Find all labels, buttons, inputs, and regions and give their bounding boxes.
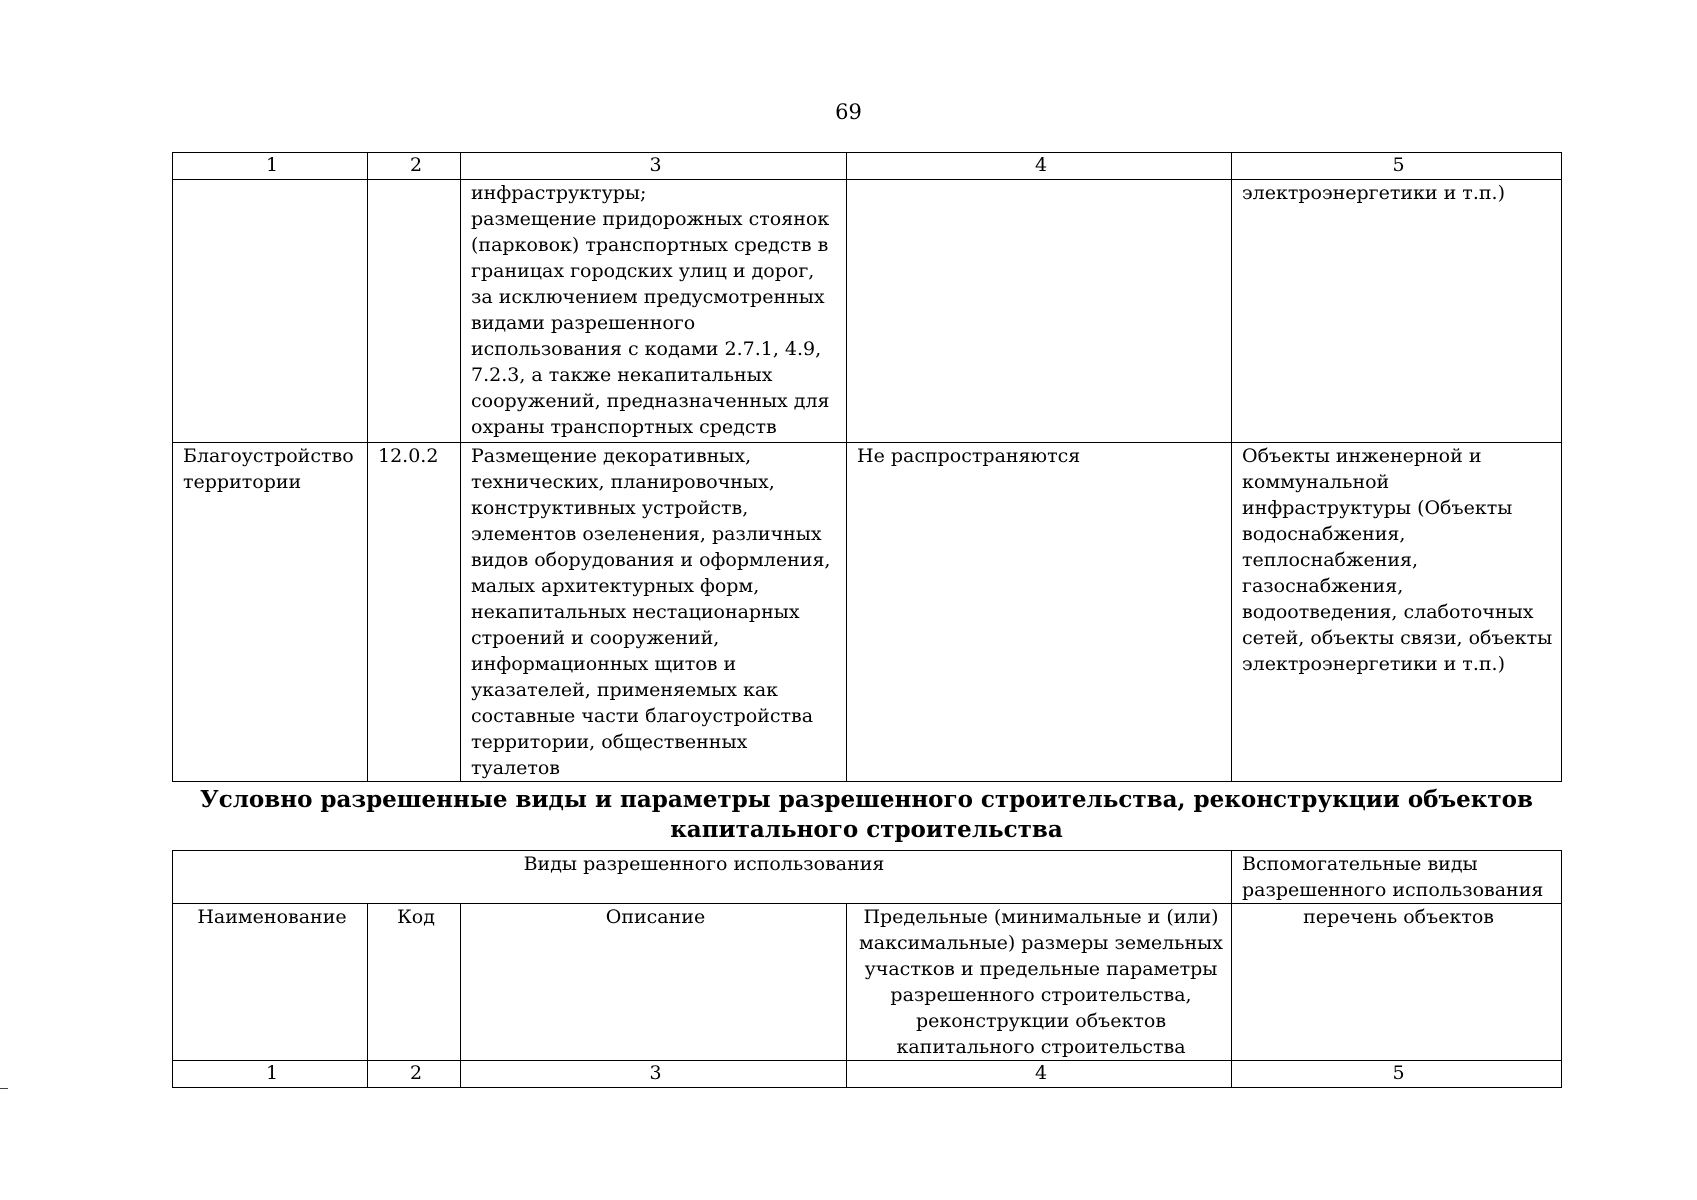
group-header-row xyxy=(173,851,1562,904)
use-name-cell: Благоустройство территории xyxy=(173,443,368,782)
code-column-header: Код xyxy=(368,904,461,1061)
column-number-3: 3 xyxy=(461,1061,847,1088)
permitted-use-table-continued xyxy=(172,152,1562,782)
description-column-header: Описание xyxy=(461,904,847,1061)
name-column-header: Наименование xyxy=(173,904,368,1061)
column-number-row xyxy=(173,1061,1562,1088)
conditionally-permitted-use-table xyxy=(172,850,1562,1088)
column-number-1: 1 xyxy=(173,153,368,180)
column-number-5: 5 xyxy=(1232,153,1562,180)
column-number-5: 5 xyxy=(1232,1061,1562,1088)
use-name-cell xyxy=(173,180,368,443)
use-description-cell: Размещение декоративных, технических, планировочных, конструктивных устройств, элементов озеленения, различных видов оборудования и оформления, малых архитектурных форм, некапитальных нестационарных строений и сооружений, информационных щитов и указателей, применяемых как составные части благоустройства территории, общественных туалетов xyxy=(461,443,847,782)
use-code-cell: 12.0.2 xyxy=(368,443,461,782)
column-number-1: 1 xyxy=(173,1061,368,1088)
table-row xyxy=(173,180,1562,443)
auxiliary-objects-cell: Объекты инженерной и коммунальной инфраструктуры (Объекты водоснабжения, теплоснабжения, газоснабжения, водоотведения, слаботочных сетей, объекты связи, объекты электроэнергетики и т.п.) xyxy=(1232,443,1562,782)
column-header-row xyxy=(173,904,1562,1061)
parameters-column-header: Предельные (минимальные и (или) максимальные) размеры земельных участков и предельные параметры разрешенного строительства, реконструкции объектов капитального строительства xyxy=(847,904,1232,1061)
use-description-cell: инфраструктуры; размещение придорожных стоянок (парковок) транспортных средств в границах городских улиц и дорог, за исключением предусмотренных видами разрешенного использования с кодами 2.7.1, 4.9, 7.2.3, а также некапитальных сооружений, предназначенных для охраны транспортных средств xyxy=(461,180,847,443)
use-parameters-cell: Не распространяются xyxy=(847,443,1232,782)
auxiliary-use-header: Вспомогательные виды разрешенного использования xyxy=(1232,851,1562,904)
table-row xyxy=(173,443,1562,782)
permitted-use-group-header: Виды разрешенного использования xyxy=(173,851,1232,904)
column-number-4: 4 xyxy=(847,153,1232,180)
column-number-2: 2 xyxy=(368,153,461,180)
use-parameters-cell xyxy=(847,180,1232,443)
section-title: Условно разрешенные виды и параметры разрешенного строительства, реконструкции объектов капитального строительства xyxy=(200,786,1533,843)
objects-list-column-header: перечень объектов xyxy=(1232,904,1562,1061)
page-number: 69 xyxy=(835,100,862,124)
column-number-3: 3 xyxy=(461,153,847,180)
column-number-row xyxy=(173,153,1562,180)
auxiliary-objects-cell: электроэнергетики и т.п.) xyxy=(1232,180,1562,443)
scan-edge-mark xyxy=(0,1088,8,1089)
use-code-cell xyxy=(368,180,461,443)
column-number-4: 4 xyxy=(847,1061,1232,1088)
column-number-2: 2 xyxy=(368,1061,461,1088)
